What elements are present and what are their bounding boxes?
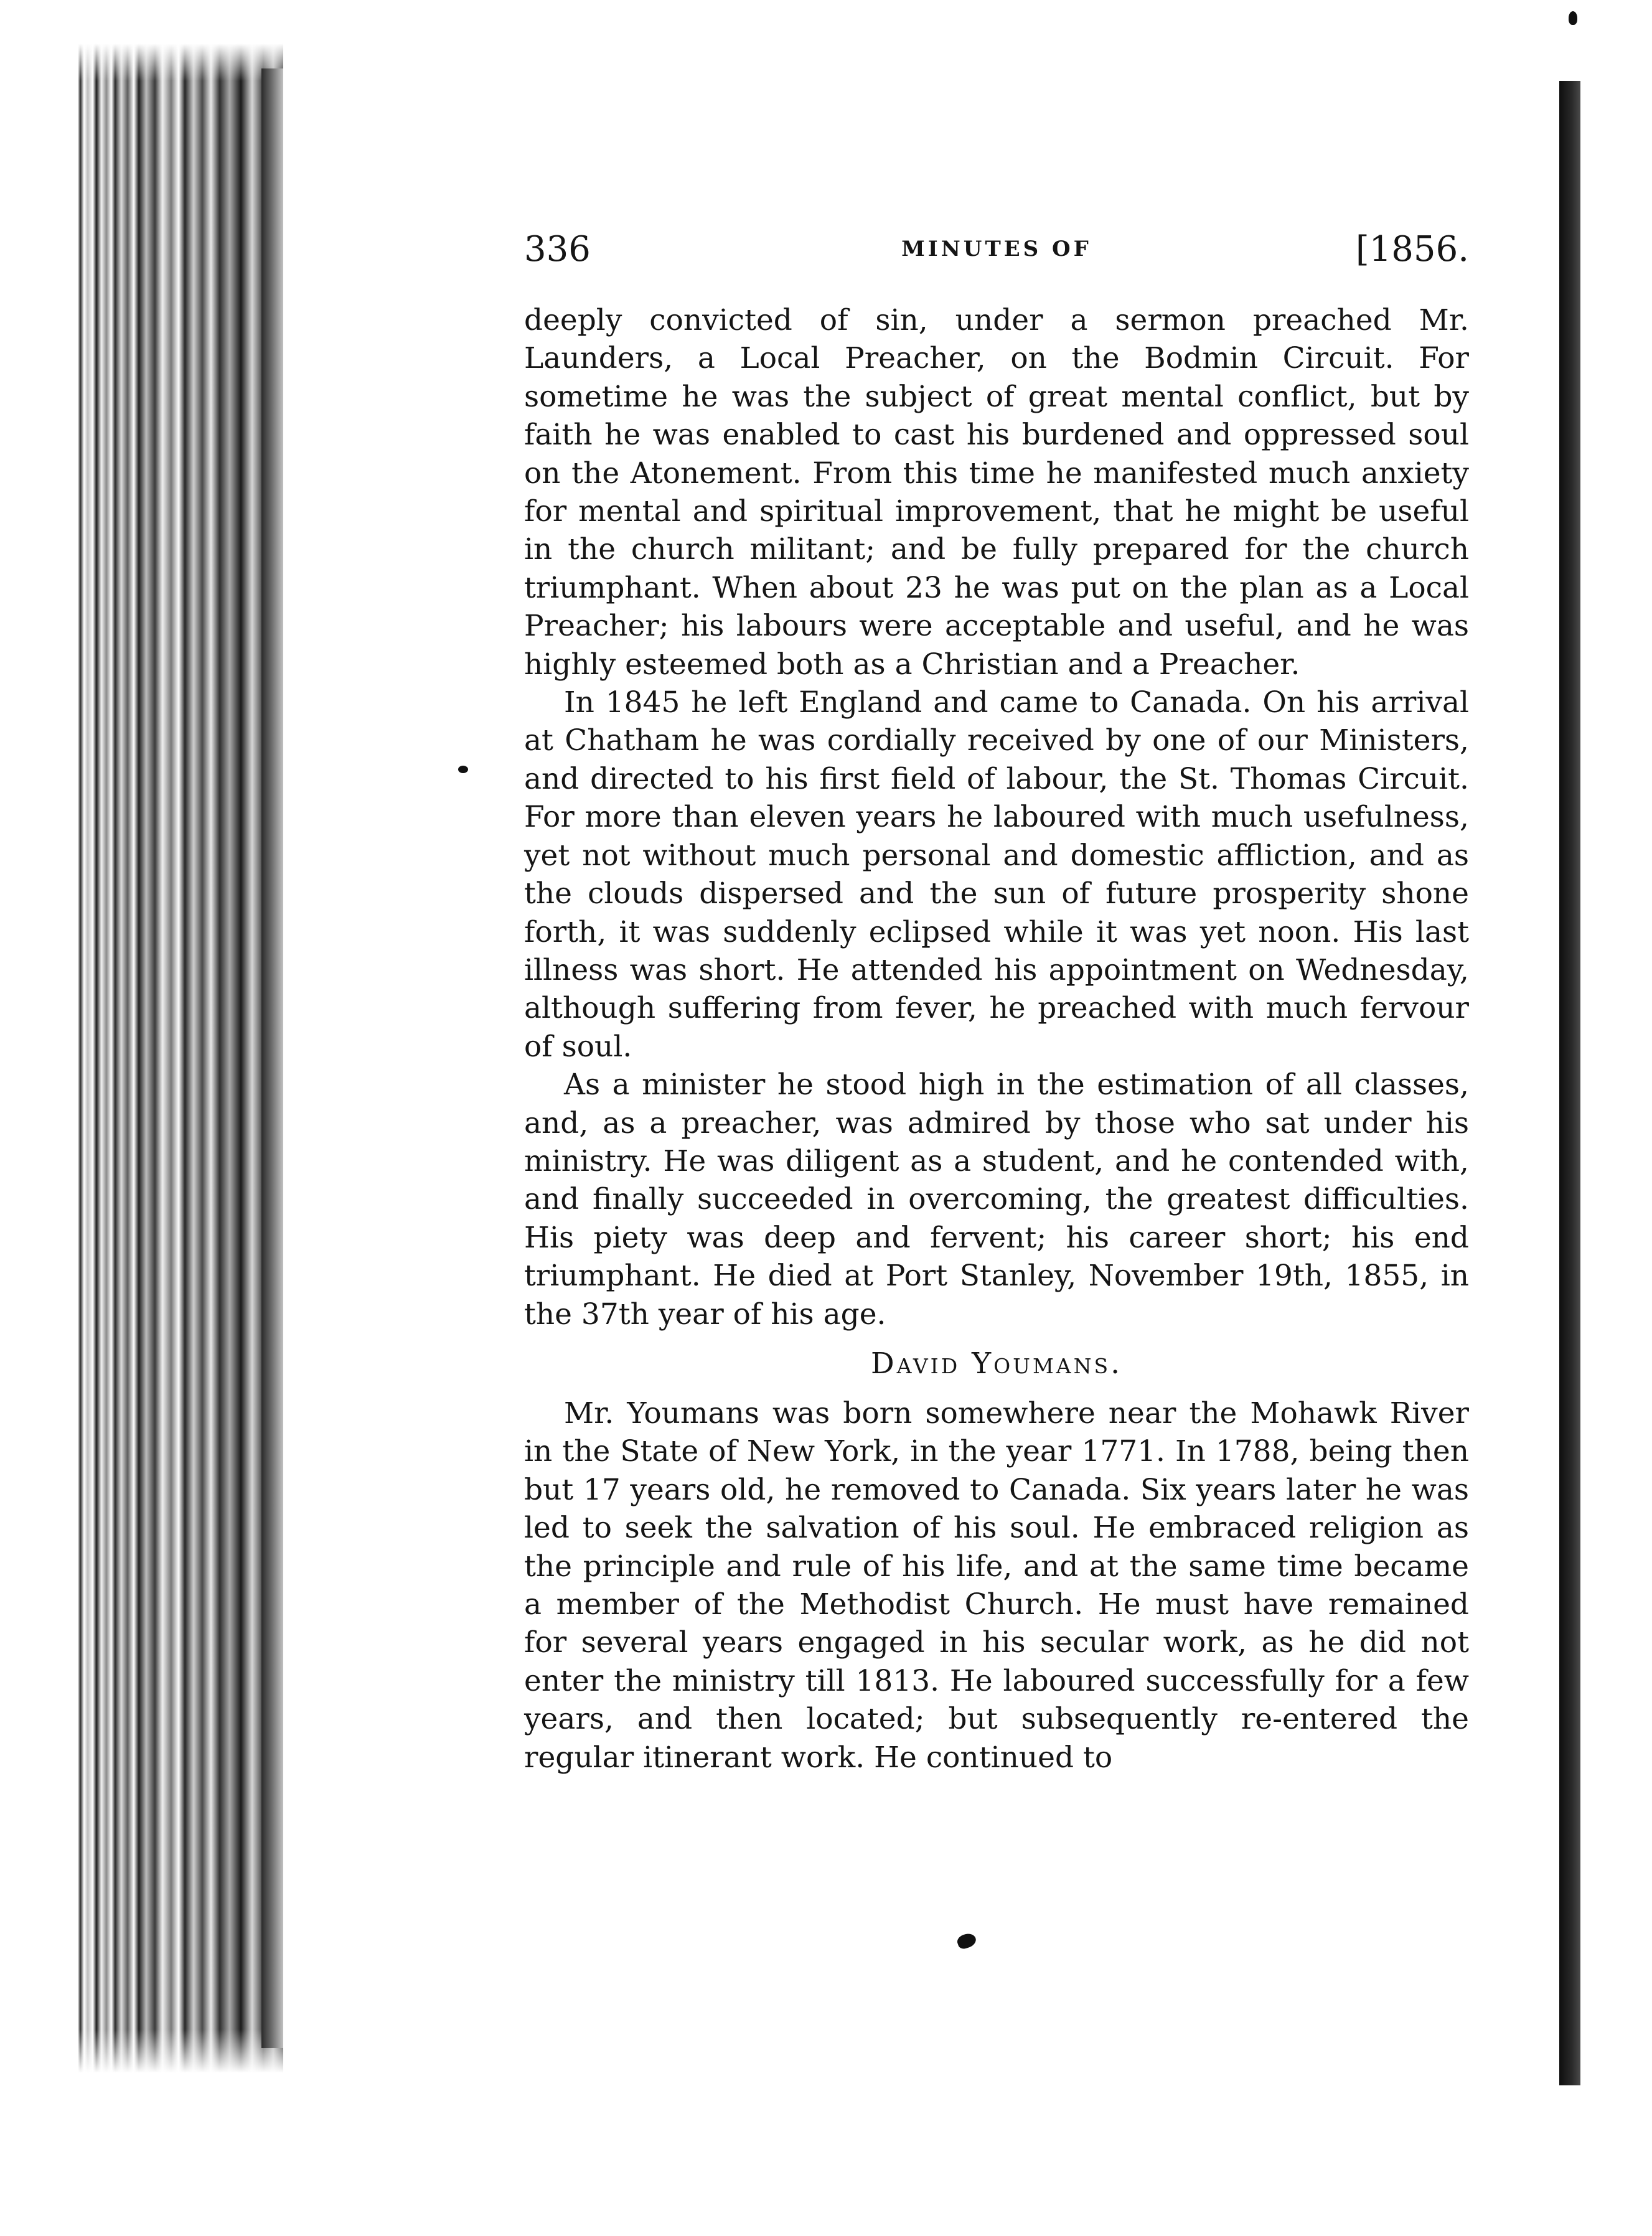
page-number: 336 [524, 229, 591, 270]
running-head [524, 229, 1469, 273]
paragraph-minister: As a minister he stood high in the estimation of all classes, and, as a preacher, was admired by those who sat under his ministry. He was diligent as a student, and he contended with, and finally succeeded in overcoming, the greatest difficulties. His piety was deep and fervent; his career short; his end triumphant. He died at Port Stanley, November 19th, 1855, in the 37th year of his age. [524, 1068, 1469, 1332]
margin-ink-dot [458, 766, 468, 773]
book-gutter-shadow [261, 68, 286, 2048]
paragraph-youmans: Mr. Youmans was born somewhere near the Mohawk River in the State of New York, in the year 1771. In 1788, being then but 17 years old, he removed to Canada. Six years later he was led to seek the salvation of his soul. He embraced religion as the principle and rule of his life, and at the same time became a member of the Methodist Church. He must have remained for several years engaged in his secular work, as he did not enter the ministry till 1813. He laboured successfully for a few years, and then located; but subsequently re-entered the regular itinerant work. He continued to [524, 1396, 1469, 1775]
page-stack-edges [78, 44, 283, 2073]
running-head-title: MINUTES OF [901, 237, 1092, 261]
page-stack-top-fade [78, 44, 283, 81]
right-page-edge [1559, 81, 1580, 2085]
page-stack-bottom-fade [78, 2029, 283, 2073]
body-text [524, 301, 1469, 1777]
corner-ink-mark [1569, 11, 1577, 25]
section-heading: David Youmans. [870, 1346, 1123, 1381]
running-head-year: [1856. [1355, 229, 1469, 270]
paragraph-continued: deeply convicted of sin, under a sermon preached Mr. Launders, a Local Preacher, on the Bodmin Circuit. For sometime he was the subject of great mental conflict, but by faith he was enabled to cast his burdened and oppressed soul on the Atonement. From this time he manifested much anxiety for mental and spiritual improvement, that he might be useful in the church militant; and be fully prepared for the church triumphant. When about 23 he was put on the plan as a Local Preacher; his labours were acceptable and useful, and he was highly esteemed both as a Christian and a Preacher. [524, 303, 1469, 682]
paragraph-canada: In 1845 he left England and came to Canada. On his arrival at Chatham he was cordially received by one of our Ministers, and directed to his first field of labour, the St. Thomas Circuit. For more than eleven years he laboured with much usefulness, yet not without much personal and domestic affliction, and as the clouds dispersed and the sun of future prosperity shone forth, it was suddenly eclipsed while it was yet noon. His last illness was short. He attended his appointment on Wednesday, although suffering from fever, he preached with much fervour of soul. [524, 685, 1469, 1064]
